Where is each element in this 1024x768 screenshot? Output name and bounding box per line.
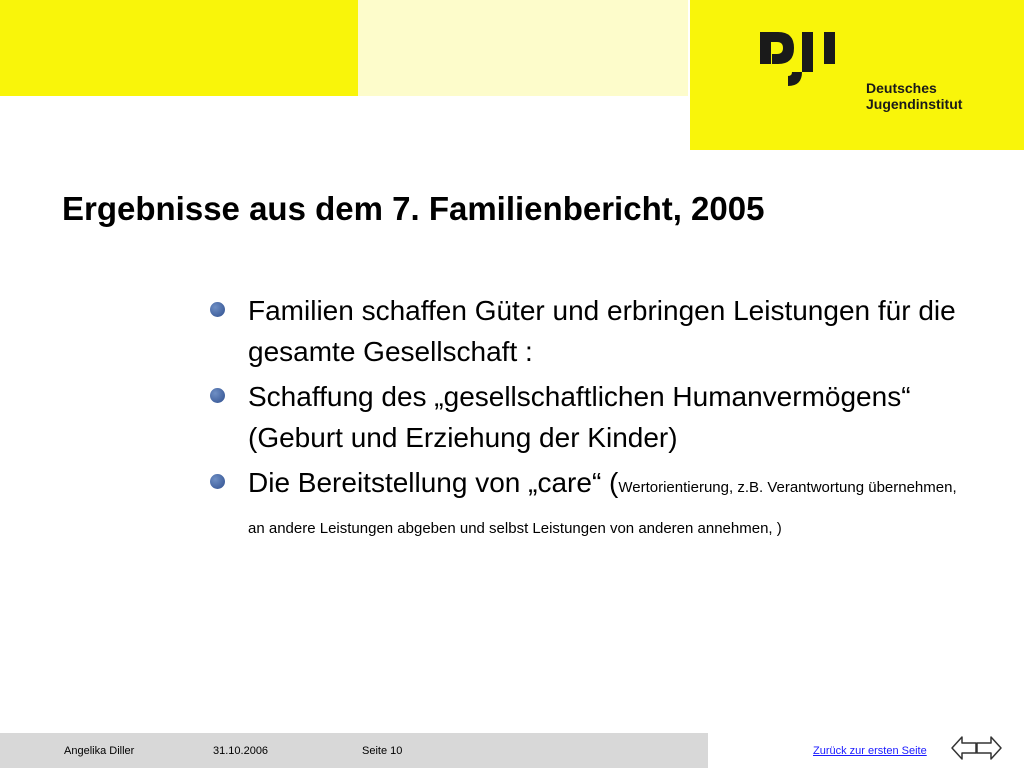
bullet-text: Familien schaffen Güter und erbringen Leistungen für die gesamte Gesellschaft : — [248, 295, 956, 367]
bullet-item — [210, 462, 970, 544]
bullet-small-text: Wertorientierung, z.B. Verantwortung übernehmen, an andere Leistungen abgeben und selbst Leistungen von anderen annehmen, ) — [248, 479, 957, 537]
arrow-right-icon[interactable] — [975, 733, 1003, 763]
slide-title: Ergebnisse aus dem 7. Familienbericht, 2005 — [62, 190, 765, 227]
dji-logo-mark — [758, 26, 858, 92]
bullet-dot-icon — [210, 388, 225, 403]
bullet-list — [210, 290, 970, 548]
bullet-item — [210, 376, 970, 458]
bullet-text: Die Bereitstellung von „care“ ( — [248, 467, 619, 498]
footer-date: 31.10.2006 — [213, 745, 269, 757]
bullet-dot-icon — [210, 474, 225, 489]
arrow-left-icon[interactable] — [950, 733, 978, 763]
bullet-text: Schaffung des „gesellschaftlichen Humanvermögens“ (Geburt und Erziehung der Kinder) — [248, 381, 911, 453]
header-yellow-block — [0, 0, 358, 96]
logo-text-line2: Jugendinstitut — [866, 96, 963, 112]
footer-page-number: Seite 10 — [362, 745, 403, 757]
header-pale-block — [358, 0, 688, 96]
bullet-item — [210, 290, 970, 372]
logo-text-line1: Deutsches — [866, 80, 937, 96]
back-to-first-slide-link[interactable]: Zurück zur ersten Seite — [813, 745, 927, 757]
bullet-dot-icon — [210, 302, 225, 317]
footer-author: Angelika Diller — [64, 745, 135, 757]
